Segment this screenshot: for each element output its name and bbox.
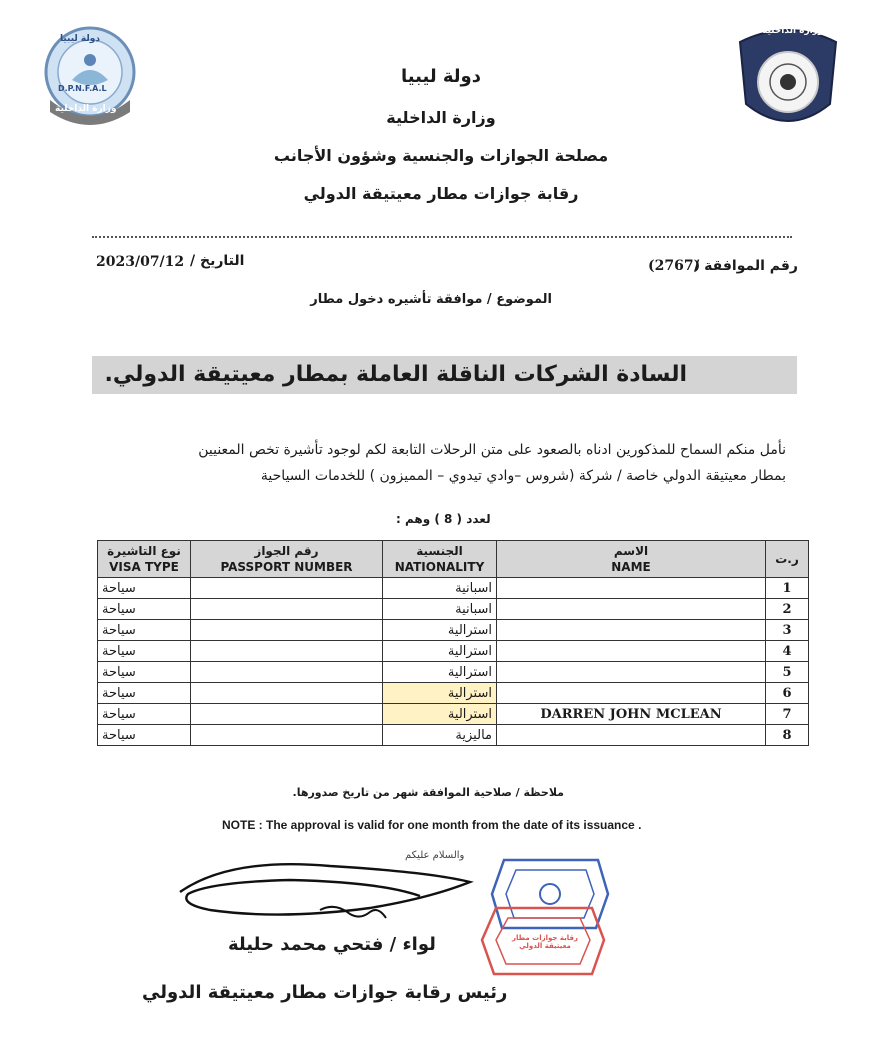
visa-type-cell: سياحة [98, 704, 191, 725]
nationality-cell: استرالية [383, 704, 497, 725]
table-row [98, 704, 809, 725]
table-row [98, 599, 809, 620]
header-name-label: الاسم NAME [611, 544, 651, 574]
header-nationality [383, 541, 497, 578]
table-row [98, 620, 809, 641]
visa-type-cell: سياحة [98, 578, 191, 599]
header-passport-label: رقم الجواز PASSPORT NUMBER [220, 544, 353, 574]
header-nationality-label: الجنسية NATIONALITY [394, 544, 485, 574]
name-cell [497, 620, 766, 641]
approval-number: (2767) [648, 258, 701, 274]
table-row [98, 578, 809, 599]
visa-type-cell: سياحة [98, 599, 191, 620]
approval-label: رقم الموافقة / [694, 258, 798, 274]
passport-cell [191, 578, 383, 599]
nationality-cell: استرالية [383, 641, 497, 662]
header-passport [191, 541, 383, 578]
row-number-cell: 4 [766, 641, 809, 662]
name-cell [497, 578, 766, 599]
passport-cell [191, 641, 383, 662]
table-row [98, 641, 809, 662]
table-row [98, 683, 809, 704]
logo-left-text-top: دولة ليبيا [60, 34, 100, 44]
name-cell [497, 725, 766, 746]
name-cell [497, 683, 766, 704]
visa-type-cell: سياحة [98, 662, 191, 683]
nationality-cell: اسبانية [383, 578, 497, 599]
date-value: 2023/07/12 [96, 254, 185, 270]
nationality-cell: اسبانية [383, 599, 497, 620]
header-row-number [766, 541, 809, 578]
addressee-banner [92, 356, 797, 394]
row-number-cell: 6 [766, 683, 809, 704]
subject-line: الموضوع / موافقة تأشيره دخول مطار [310, 292, 552, 307]
row-number-cell: 5 [766, 662, 809, 683]
visa-type-cell: سياحة [98, 725, 191, 746]
body-line-1: نأمل منكم السماح للمذكورين ادناه بالصعود على متن الرحلات التابعة لكم لوجود تأشيرة تخص المعنيين [198, 442, 786, 458]
note-english: NOTE : The approval is valid for one month from the date of its issuance . [222, 818, 642, 832]
header-visa-type [98, 541, 191, 578]
logo-left-text-middle: D.P.N.F.A.L [58, 84, 107, 93]
passport-cell [191, 704, 383, 725]
count-line: لعدد ( 8 ) وهم : [396, 512, 491, 526]
nationality-cell: استرالية [383, 662, 497, 683]
signer-title: رئيس رقابة جوازات مطار معيتيقة الدولي [142, 982, 508, 1003]
row-number-cell: 2 [766, 599, 809, 620]
name-cell: DARREN JOHN MCLEAN [497, 704, 766, 725]
logo-right-text-top: وزارة الداخلية [762, 26, 824, 36]
visa-type-cell: سياحة [98, 620, 191, 641]
visa-type-cell: سياحة [98, 641, 191, 662]
row-number-cell: 1 [766, 578, 809, 599]
visa-type-cell: سياحة [98, 683, 191, 704]
header-authority: مصلحة الجوازات والجنسية وشؤون الأجانب [273, 146, 609, 165]
table-row [98, 725, 809, 746]
name-cell [497, 662, 766, 683]
signature [170, 852, 490, 932]
header-name [497, 541, 766, 578]
red-stamp-text: رقابة جوازات مطار معيتيقة الدولي [511, 934, 579, 950]
date-label: التاريخ / [190, 253, 245, 269]
addressee-banner-text: السادة الشركات الناقلة العاملة بمطار معيتيقة الدولي. [104, 362, 687, 387]
note-arabic: ملاحظة / صلاحية الموافقة شهر من تاريخ صدورها. [292, 786, 564, 799]
passport-cell [191, 662, 383, 683]
nationality-cell: استرالية [383, 620, 497, 641]
header-ministry: وزارة الداخلية [386, 108, 496, 127]
table-row [98, 662, 809, 683]
nationality-cell: ماليزية [383, 725, 497, 746]
nationality-cell: استرالية [383, 683, 497, 704]
travellers-table [97, 540, 809, 746]
passport-cell [191, 725, 383, 746]
header-row-number-label: ر.ت [775, 552, 799, 566]
name-cell [497, 599, 766, 620]
logo-left-text-bottom: وزارة الداخلية [55, 104, 117, 114]
row-number-cell: 3 [766, 620, 809, 641]
table-header-row [98, 541, 809, 578]
passport-cell [191, 683, 383, 704]
header-office: رقابة جوازات مطار معيتيقة الدولي [303, 184, 579, 203]
body-line-2: بمطار معيتيقة الدولي خاصة / شركة (شروس –وادي تيدوي – المميزون ) للخدمات السياحية [260, 468, 786, 484]
header-state: دولة ليبيا [401, 66, 481, 87]
row-number-cell: 7 [766, 704, 809, 725]
name-cell [497, 641, 766, 662]
passport-cell [191, 620, 383, 641]
header-visa-type-label: نوع التاشيرة VISA TYPE [107, 544, 181, 574]
header-divider [92, 236, 792, 238]
closing-greeting: والسلام عليكم [405, 850, 465, 861]
signer-name: لواء / فتحي محمد حليلة [228, 934, 436, 955]
passport-cell [191, 599, 383, 620]
row-number-cell: 8 [766, 725, 809, 746]
